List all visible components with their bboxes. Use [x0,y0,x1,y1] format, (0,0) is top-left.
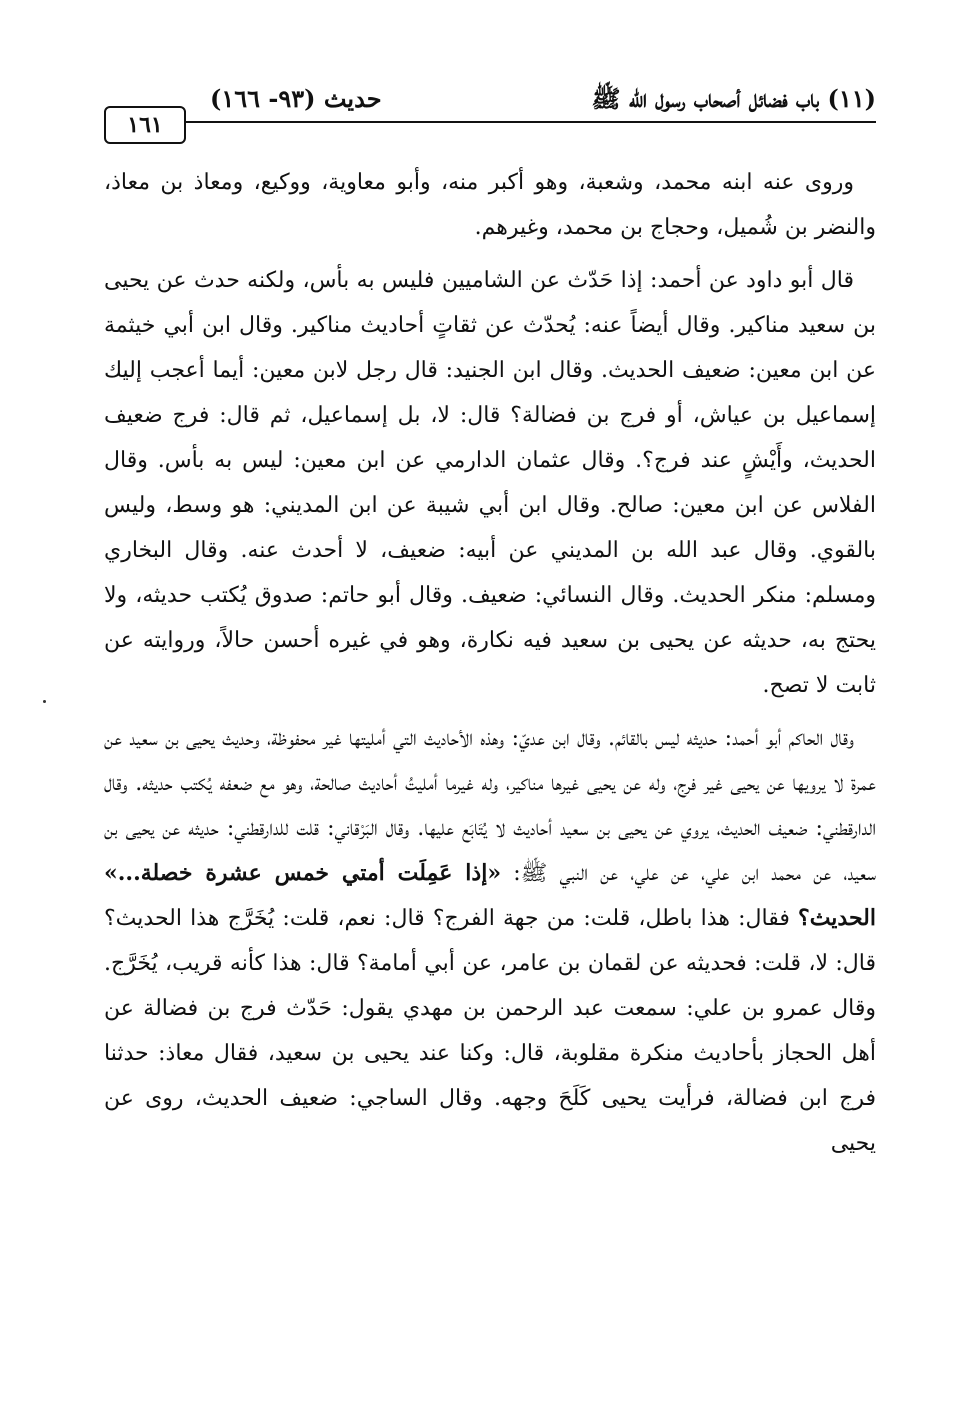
paragraph-text: فقال: هذا باطل، قلت: من جهة الفرج؟ قال: نعم، قلت: يُخَرَّج هذا الحديث؟ قال: لا، قلت: فحديثه عن لقمان بن عامر، عن أبي أمامة؟ قال: هذا كأنه قريب، يُخَرَّج. وقال عمرو بن علي: سمعت عبد الرحمن بن مهدي يقول: حَدّث فرج بن فضالة عن أهل الحجاز بأحاديث منكرة مقلوبة، قال: وكنا عند يحيى بن سعيد، فقال معاذ: حدثنا فرج ابن فضالة، فرأيت يحيى كَلَحَ وجهه. وقال الساجي: ضعيف الحديث، روى عن يحيى [104,906,876,1156]
chapter-title: (١١) باب فضائل أصحاب رسول الله ﷺ [591,84,876,113]
body-text [104,160,876,1174]
paragraph [104,258,876,708]
page-number [104,106,186,144]
paragraph [104,160,876,250]
page-number-text: ١٦١ [127,112,163,138]
paragraph-text: وروى عنه ابنه محمد، وشعبة، وهو أكبر منه، وأبو معاوية، ووكيع، ومعاذ بن معاذ، والنضر بن شُميل، وحجاج بن محمد، وغيرهم. [104,170,876,240]
hadith-range: حديث (٩٣- ١٦٦) [210,84,382,113]
header-rule [104,121,876,123]
hadith-quote: «إذا عَمِلَت أمتي خمس عشرة خصلة...» الحديث؟ [104,860,876,931]
paragraph-text: وقال الحاكم أبو أحمد: حديثه ليس بالقائم. وقال ابن عديّ: وهذه الأحاديث التي أمليتها غير محفوظة، وحديث يحيى بن سعيد عن عمرة لا يرويها عن يحيى غير فرج، وله عن يحيى غيرها مناكير، وله غيرما أمليتُ أحاديث صالحة، وهو مع ضعفه يُكتب حديثه. وقال الدارقطني: ضعيف الحديث، يروي عن يحيى بن سعيد أحاديث لا يُتَابَع عليها. وقال البَرْقاني: قلت للدارقطني: حديثه عن يحيى بن سعيد، عن محمد ابن علي، عن علي، عن النبي ﷺ: [104,726,876,886]
scan-speck [43,700,46,703]
paragraph-text: قال أبو داود عن أحمد: إذا حَدّث عن الشاميين فليس به بأس، ولكنه حدث عن يحيى بن سعيد مناكير. وقال أيضاً عنه: يُحدّث عن ثقاتٍ أحاديث مناكير. وقال ابن أبي خيثمة عن ابن معين: ضعيف الحديث. وقال ابن الجنيد: قال رجل لابن معين: أيما أعجب إليك إسماعيل بن عياش، أو فرج بن فضالة؟ قال: لا، بل إسماعيل، ثم قال: فرج ضعيف الحديث، وأَيْشٍ عند فرج؟. وقال عثمان الدارمي عن ابن معين: ليس به بأس. وقال الفلاس عن ابن معين: صالح. وقال ابن أبي شيبة عن ابن المديني: هو وسط، وليس بالقوي. وقال عبد الله بن المديني عن أبيه: ضعيف، لا أحدث عنه. وقال البخاري ومسلم: منكر الحديث. وقال النسائي: ضعيف. وقال أبو حاتم: صدوق يُكتب حديثه، ولا يحتج به، حديثه عن يحيى بن سعيد فيه نكارة، وهو في غيره أحسن حالاً، وروايته عن ثابت لا تصح. [104,268,876,698]
paragraph [104,716,876,1166]
